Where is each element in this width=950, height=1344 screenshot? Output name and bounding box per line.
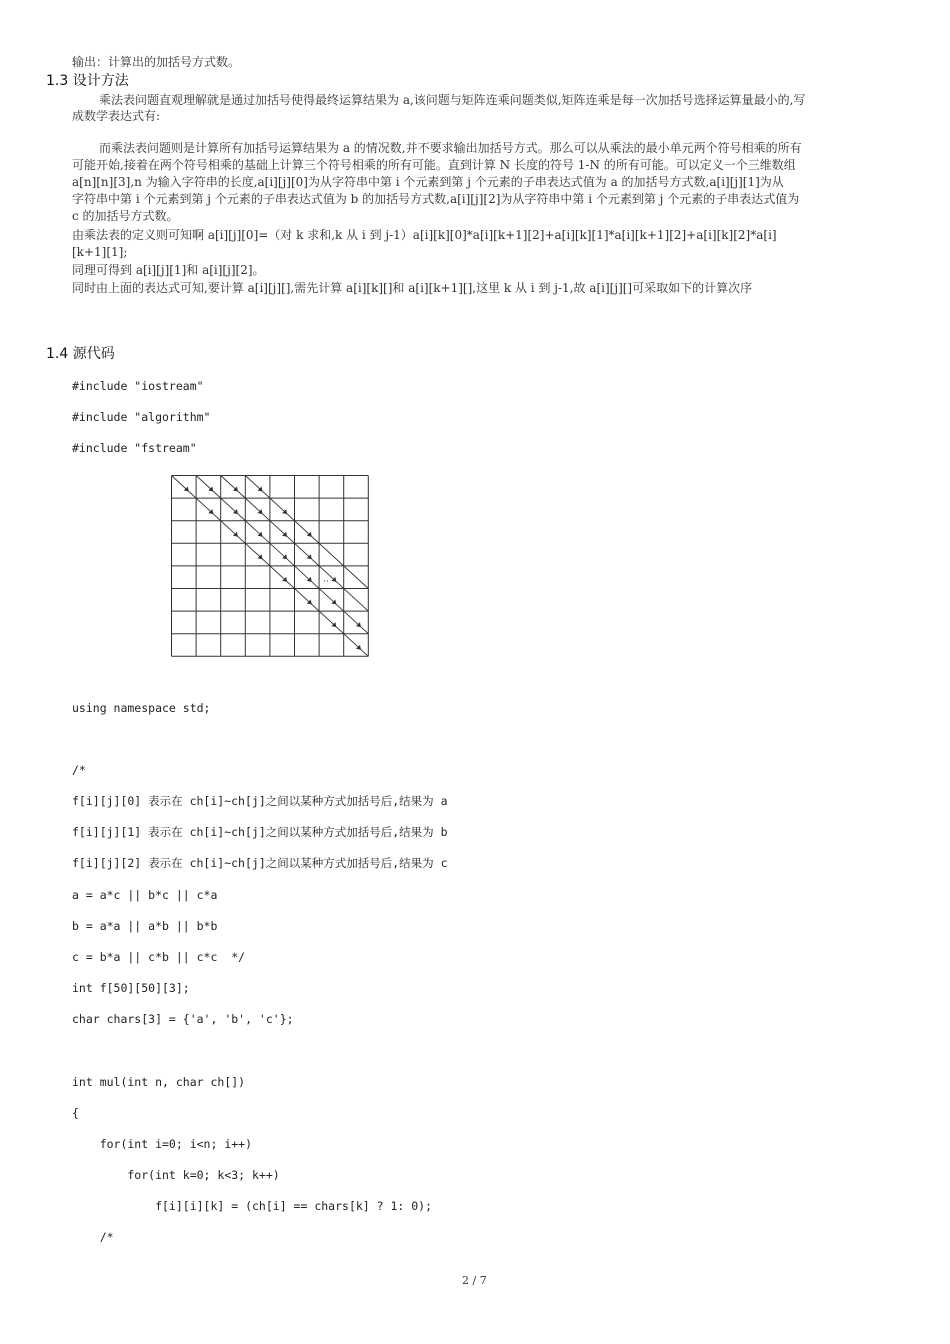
code-line: int f[50][50][3];	[72, 981, 190, 995]
output-description: 输出：计算出的加括号方式数。	[72, 55, 241, 69]
code-line: c = b*a || c*b || c*c */	[72, 950, 246, 964]
code-include-line: #include "algorithm"	[72, 410, 211, 424]
page-number: 2 / 7	[462, 1274, 487, 1287]
paragraph-line: [k+1][1];	[72, 245, 128, 259]
paragraph-line: c 的加括号方式数。	[72, 209, 179, 223]
paragraph-line: 由乘法表的定义则可知啊 a[i][j][0]=（对 k 求和,k 从 i 到 j-1）a[i][k][0]*a[i][k+1][2]+a[i][k][1]*a[i][k+1][2]+a[i][k][2]*a[i]	[72, 228, 777, 242]
section-heading-design-method: 1.3 设计方法	[46, 73, 129, 89]
code-line: {	[72, 1106, 79, 1120]
code-line: /*	[72, 1230, 114, 1244]
order-diagonal-line	[245, 476, 368, 589]
code-line: f[i][j][1] 表示在 ch[i]~ch[j]之间以某种方式加括号后,结果为 b	[72, 825, 448, 839]
paragraph-line: 同时由上面的表达式可知,要计算 a[i][j][],需先计算 a[i][k][]和 a[i][k+1][],这里 k 从 i 到 j-1,故 a[i][j][]可采取如下的计算次序	[72, 281, 753, 295]
section-heading-source-code: 1.4 源代码	[46, 346, 115, 362]
paragraph-line: 字符串中第 i 个元素到第 j 个元素的子串表达式值为 b 的加括号方式数,a[i][j][2]为从字符串中第 i 个元素到第 j 个元素的子串表达式值为	[72, 192, 800, 206]
code-line: for(int i=0; i<n; i++)	[72, 1137, 253, 1151]
code-line: char chars[3] = {'a', 'b', 'c'};	[72, 1012, 294, 1026]
code-line: f[i][i][k] = (ch[i] == chars[k] ? 1: 0);	[72, 1199, 433, 1213]
code-line: b = a*a || a*b || b*b	[72, 919, 218, 933]
order-diagonal-line	[196, 476, 368, 634]
paragraph-line: 而乘法表问题则是计算所有加括号运算结果为 a 的情况数,并不要求输出加括号方式。那么可以从乘法的最小单元两个符号相乘的所有	[99, 141, 802, 155]
code-line: f[i][j][2] 表示在 ch[i]~ch[j]之间以某种方式加括号后,结果为 c	[72, 856, 448, 870]
paragraph-line: 同理可得到 a[i][j][1]和 a[i][j][2]。	[72, 263, 265, 277]
code-include-line: #include "fstream"	[72, 441, 197, 455]
paragraph-line: 成数学表达式有:	[72, 109, 161, 123]
computation-order-grid	[170, 474, 372, 658]
code-line: int mul(int n, char ch[])	[72, 1075, 246, 1089]
paragraph-line: 乘法表问题直观理解就是通过加括号使得最终运算结果为 a,该问题与矩阵连乘问题类似,矩阵连乘是每一次加括号选择运算量最小的,写	[99, 93, 806, 107]
code-line: f[i][j][0] 表示在 ch[i]~ch[j]之间以某种方式加括号后,结果为 a	[72, 794, 448, 808]
paragraph-line: a[n][n][3],n 为输入字符串的长度,a[i][j][0]为从字符串中第 i 个元素到第 j 个元素的子串表达式值为 a 的加括号方式数,a[i][j][1]为从	[72, 175, 784, 189]
code-line: /*	[72, 763, 86, 777]
code-include-line: #include "iostream"	[72, 379, 204, 393]
code-line: a = a*c || b*c || c*a	[72, 888, 218, 902]
code-line: for(int k=0; k<3; k++)	[72, 1168, 280, 1182]
code-line: using namespace std;	[72, 701, 211, 715]
paragraph-line: 可能开始,接着在两个符号相乘的基础上计算三个符号相乘的所有可能。直到计算 N 长度的符号 1-N 的所有可能。可以定义一个三维数组	[72, 158, 796, 172]
ellipsis-dots: ..	[323, 574, 329, 585]
